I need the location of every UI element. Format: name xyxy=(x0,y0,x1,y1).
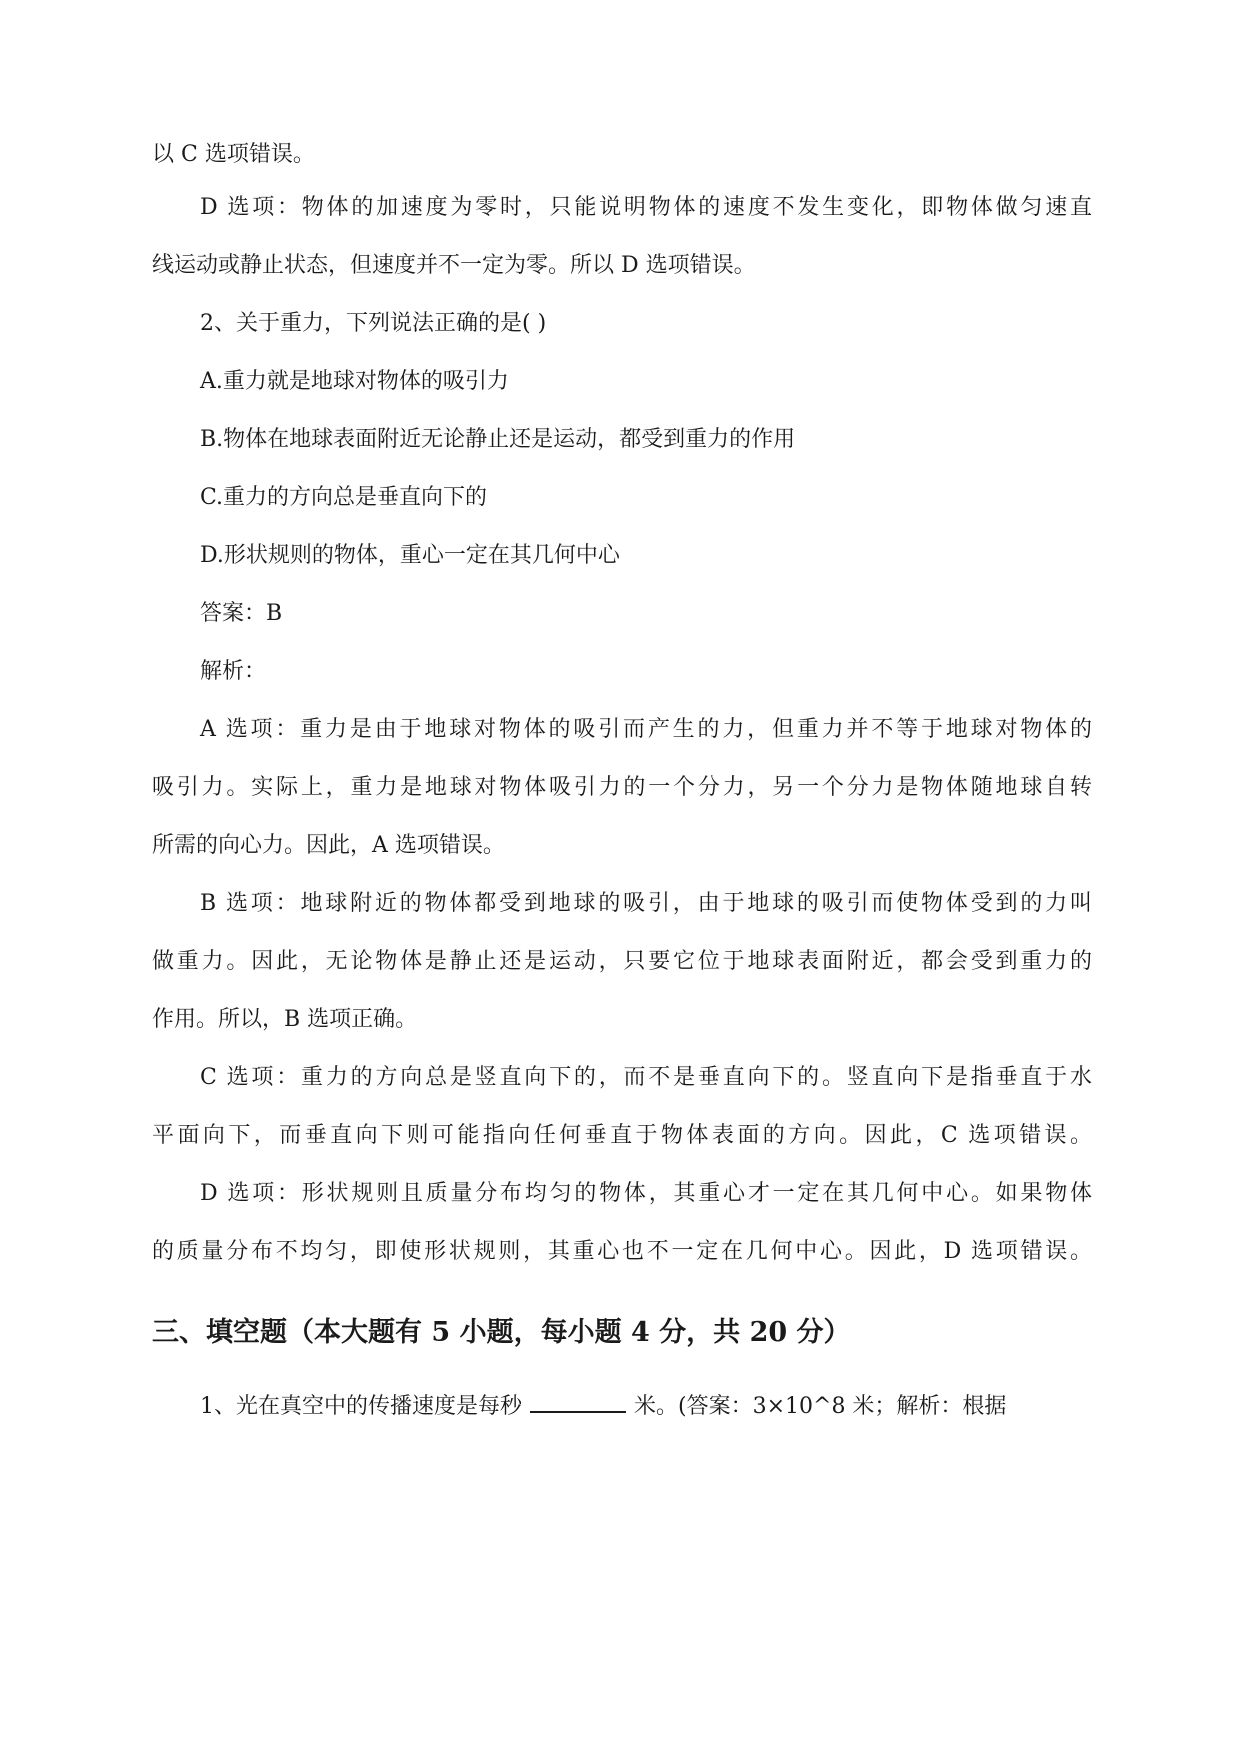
text-line: 吸引力。实际上，重力是地球对物体吸引力的一个分力，另一个分力是物体随地球自转 xyxy=(152,775,1092,800)
analysis-label: 解析： xyxy=(200,659,267,684)
text-line: C 选项：重力的方向总是竖直向下的，而不是垂直向下的。竖直向下是指垂直于水 xyxy=(200,1065,1092,1090)
option-b: B.物体在地球表面附近无论静止还是运动，都受到重力的作用 xyxy=(200,427,796,452)
text-line: D 选项：形状规则且质量分布均匀的物体，其重心才一定在其几何中心。如果物体 xyxy=(200,1181,1092,1206)
answer-blank xyxy=(530,1389,626,1413)
text-line: 所需的向心力。因此，A 选项错误。 xyxy=(152,833,505,858)
question-1-text-after: 米。(答案：3×10^8 米；解析：根据 xyxy=(634,1394,1007,1419)
text-line: 做重力。因此，无论物体是静止还是运动，只要它位于地球表面附近，都会受到重力的 xyxy=(152,949,1092,974)
fill-in-question-1 xyxy=(200,1389,1140,1422)
text-line: 的质量分布不均匀，即使形状规则，其重心也不一定在几何中心。因此，D 选项错误。 xyxy=(152,1239,1092,1264)
text-line: A 选项：重力是由于地球对物体的吸引而产生的力，但重力并不等于地球对物体的 xyxy=(200,717,1092,742)
answer: 答案：B xyxy=(200,601,283,626)
text-line: 线运动或静止状态，但速度并不一定为零。所以 D 选项错误。 xyxy=(152,253,756,278)
text-line: 作用。所以，B 选项正确。 xyxy=(152,1007,418,1032)
section-heading: 三、填空题（本大题有 5 小题，每小题 4 分，共 20 分） xyxy=(152,1317,851,1348)
text-line: 以 C 选项错误。 xyxy=(152,142,315,167)
option-c: C.重力的方向总是垂直向下的 xyxy=(200,485,488,510)
text-line: B 选项：地球附近的物体都受到地球的吸引，由于地球的吸引而使物体受到的力叫 xyxy=(200,891,1092,916)
text-line: D 选项：物体的加速度为零时，只能说明物体的速度不发生变化，即物体做匀速直 xyxy=(200,195,1092,220)
question-1-text-before: 1、光在真空中的传播速度是每秒 xyxy=(200,1394,522,1419)
option-a: A.重力就是地球对物体的吸引力 xyxy=(200,369,509,394)
option-d: D.形状规则的物体，重心一定在其几何中心 xyxy=(200,543,620,568)
question-2-stem: 2、关于重力，下列说法正确的是( ) xyxy=(200,311,547,336)
text-line: 平面向下，而垂直向下则可能指向任何垂直于物体表面的方向。因此，C 选项错误。 xyxy=(152,1123,1092,1148)
